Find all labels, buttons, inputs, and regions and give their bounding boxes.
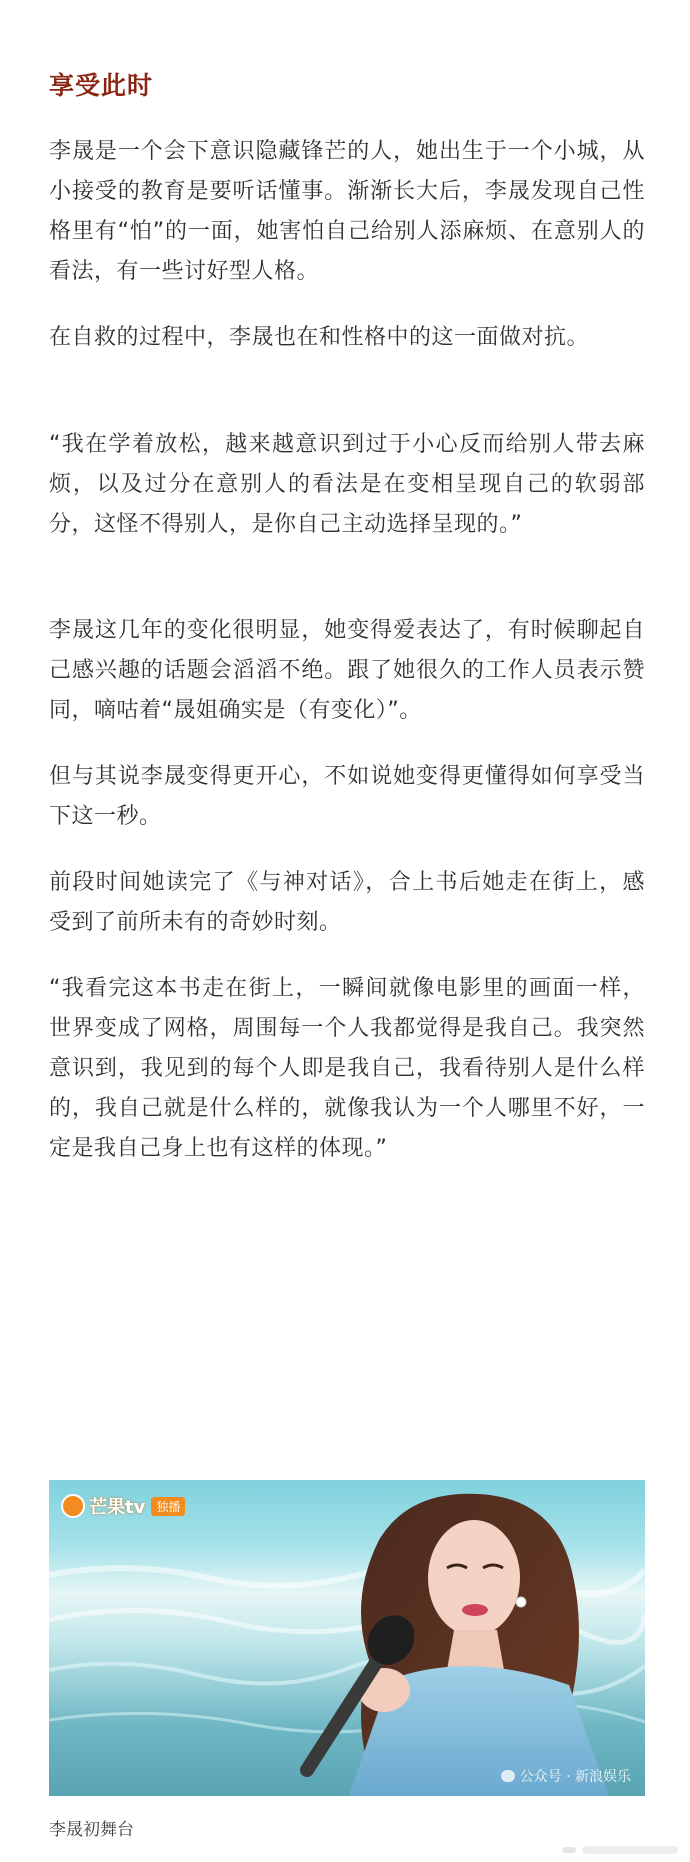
paragraph-6: 前段时间她读完了《与神对话》，合上书后她走在街上，感受到了前所未有的奇妙时刻。: [49, 870, 645, 935]
watermark: [501, 1766, 631, 1786]
paragraph-7: “我看完这本书走在街上，一瞬间就像电影里的画面一样，世界变成了网格，周围每一个人我都觉得是我自己。我突然意识到，我见到的每个人即是我自己，我看待别人是什么样的，我自己就是什么样的，就像我认为一个人哪里不好，一定是我自己身上也有这样的体现。”: [49, 976, 645, 1161]
mango-logo-icon: [61, 1494, 85, 1518]
broadcaster-logo: [61, 1494, 185, 1518]
section-title: 享受此时: [49, 71, 154, 100]
face-shape: [428, 1520, 520, 1636]
stage-photo: [49, 1480, 645, 1796]
paragraph-5: 但与其说李晟变得更开心，不如说她变得更懂得如何享受当下这一秒。: [49, 764, 645, 829]
broadcaster-badge: 独播: [151, 1497, 185, 1516]
paragraph-3: “我在学着放松，越来越意识到过于小心反而给别人带去麻烦，以及过分在意别人的看法是在变相呈现自己的软弱部分，这怪不得别人，是你自己主动选择呈现的。”: [49, 432, 645, 537]
photo-caption: 李晟初舞台: [49, 1820, 134, 1840]
paragraph-2: 在自救的过程中，李晟也在和性格中的这一面做对抗。: [49, 325, 590, 350]
paragraph-4: 李晟这几年的变化很明显，她变得爱表达了，有时候聊起自己感兴趣的话题会滔滔不绝。跟了她很久的工作人员表示赞同，嘀咕着“晟姐确实是（有变化）”。: [49, 618, 645, 723]
paragraph-1: 李晟是一个会下意识隐藏锋芒的人，她出生于一个小城，从小接受的教育是要听话懂事。渐渐长大后，李晟发现自己性格里有“怕”的一面，她害怕自己给别人添麻烦、在意别人的看法，有一些讨好型人格。: [49, 139, 645, 284]
platform-watermark: [562, 1842, 682, 1856]
broadcaster-logo-text: 芒果tv: [89, 1497, 146, 1518]
stage-photo-illustration: [49, 1480, 645, 1796]
wechat-icon: [501, 1770, 515, 1782]
watermark-text: 公众号 · 新浪娱乐: [519, 1769, 631, 1785]
